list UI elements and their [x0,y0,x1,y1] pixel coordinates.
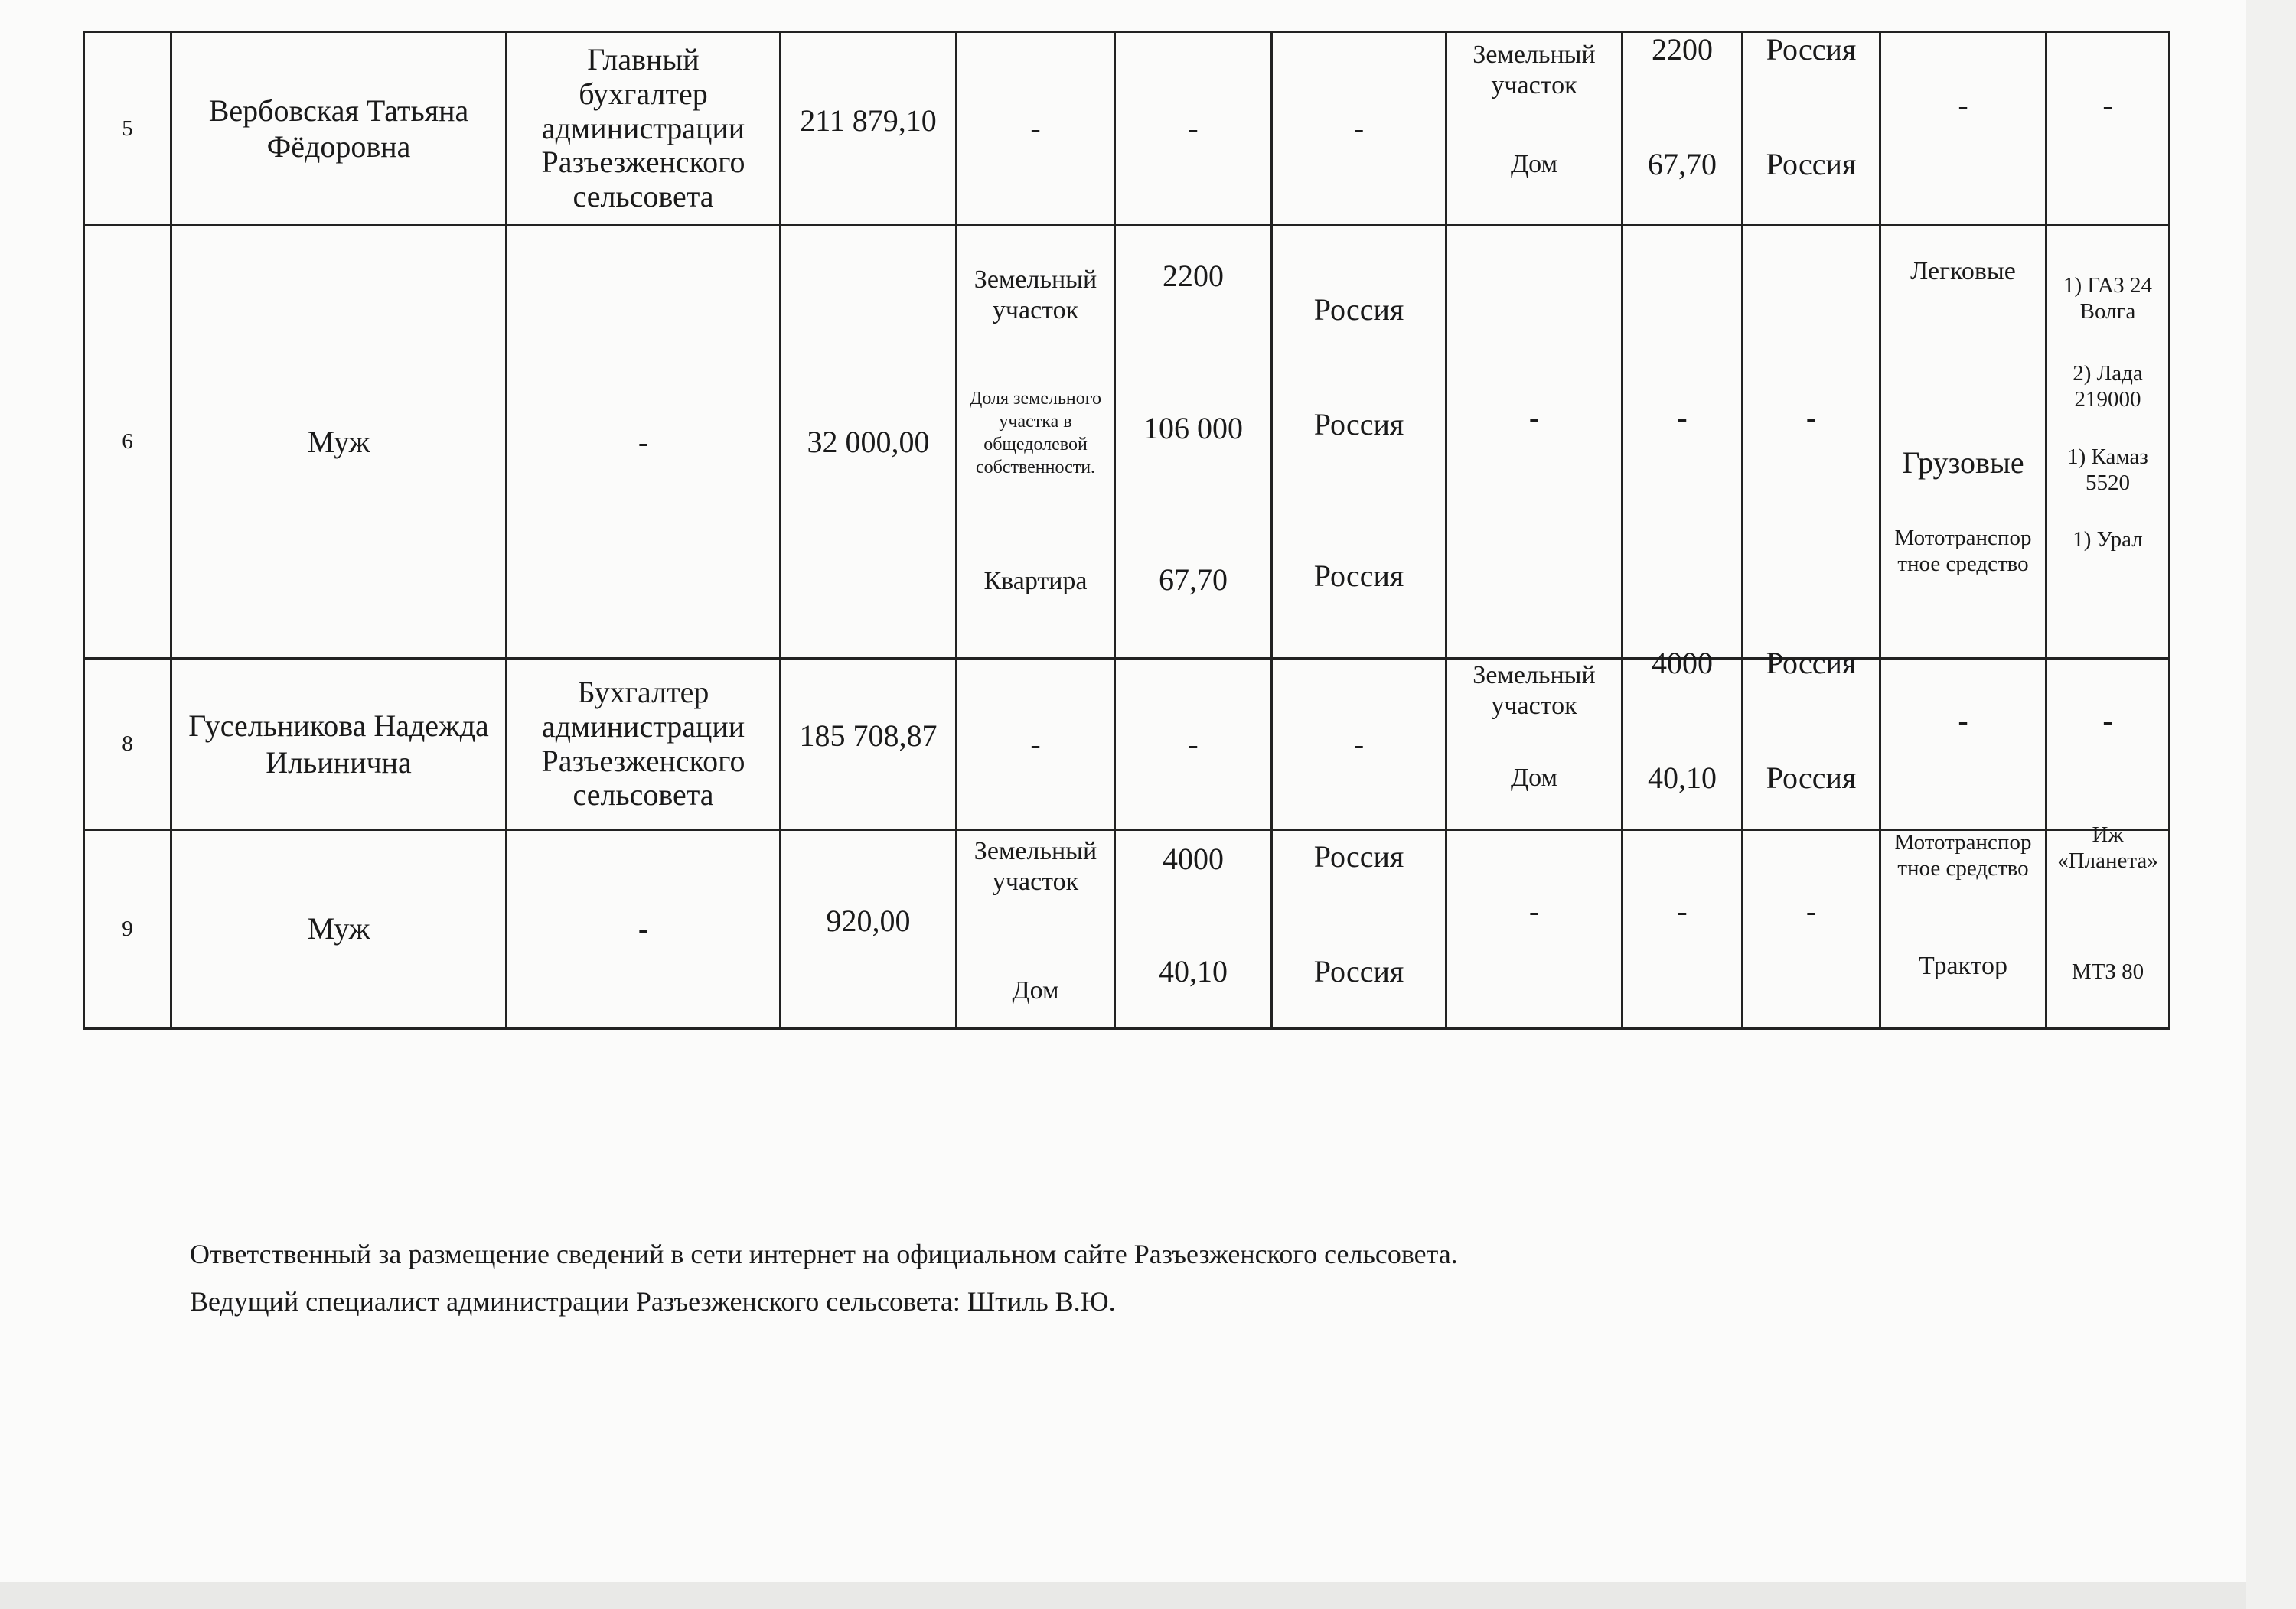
used-area: 4000 [1652,646,1713,681]
vehicle-brand: 1) Урал [2073,526,2143,552]
used-type: Дом [1510,149,1558,178]
vehicle-brand: МТЗ 80 [2071,959,2144,984]
person-name: Вербовская Татьяна Фёдоровна [208,93,469,164]
scan-right-edge [2246,0,2296,1609]
vehicle-kind: - [1958,703,1968,738]
vehicle-brand: - [2102,88,2113,123]
owned-country: Россия [1313,292,1404,327]
footer-responsible-line: Ответственный за размещение сведений в сети интернет на официальном сайте Разъезженского сельсовета. [190,1239,1458,1269]
declared-income: 211 879,10 [800,103,937,138]
person-position: - [638,911,649,946]
person-name: Муж [307,911,370,946]
used-area: 2200 [1652,32,1713,67]
owned-area: 2200 [1163,259,1224,294]
person-position: Главный бухгалтер администрации Разъезженского сельсовета [541,42,745,214]
vehicle-brand: 1) ГАЗ 24 Волга [2063,272,2152,324]
used-type: Дом [1510,763,1558,792]
vehicle-kind: Мототранспор тное средство [1894,829,2032,881]
used-type: Земельный участок [1473,41,1596,100]
owned-country: - [1353,111,1365,146]
vehicle-kind: - [1958,88,1968,123]
owned-country: Россия [1313,839,1404,875]
owned-country: Россия [1313,954,1404,989]
row-number: 8 [122,731,133,757]
owned-type: Квартира [983,566,1088,595]
vehicle-brand: 1) Камаз 5520 [2067,444,2148,495]
owned-type: Дом [1012,975,1059,1005]
vehicle-brand: 2) Лада 219000 [2073,360,2143,412]
owned-area: - [1188,726,1199,761]
owned-type: Земельный участок [974,836,1097,896]
used-country: - [1805,894,1817,929]
owned-area: 67,70 [1159,562,1228,598]
vehicle-kind: Легковые [1910,256,2016,285]
used-type: - [1528,400,1540,435]
owned-country: - [1353,726,1365,761]
owned-type: - [1030,111,1041,146]
vehicle-kind: Грузовые [1902,445,2024,480]
vehicle-kind: Трактор [1918,951,2008,980]
person-name: Гусельникова Надежда Ильинична [188,708,489,780]
footer-specialist-line: Ведущий специалист администрации Разъезженского сельсовета: Штиль В.Ю. [190,1286,1116,1317]
vehicle-brand: Иж «Планета» [2057,822,2158,873]
used-area: 40,10 [1648,761,1717,796]
declared-income: 32 000,00 [807,424,930,459]
used-area: - [1677,400,1688,435]
owned-area: 40,10 [1159,954,1228,989]
row-number: 9 [122,916,133,941]
scan-bottom-edge [0,1582,2296,1609]
owned-country: Россия [1313,559,1404,594]
owned-area: 106 000 [1143,411,1243,446]
declared-income: 185 708,87 [799,718,938,754]
used-country: Россия [1766,761,1857,796]
used-area: - [1677,894,1688,929]
owned-area: - [1188,111,1199,146]
vehicle-kind: Мототранспор тное средство [1894,525,2032,576]
used-country: - [1805,400,1817,435]
owned-type: - [1030,726,1041,761]
owned-area: 4000 [1163,842,1224,877]
used-country: Россия [1766,646,1857,681]
person-position: - [638,424,649,459]
row-number: 6 [122,429,133,454]
used-type: Земельный участок [1473,660,1596,720]
declared-income: 920,00 [826,904,911,939]
owned-country: Россия [1313,407,1404,442]
used-country: Россия [1766,147,1857,182]
row-number: 5 [122,116,133,141]
vehicle-brand: - [2102,703,2113,738]
used-country: Россия [1766,32,1857,67]
used-type: - [1528,894,1540,929]
person-position: Бухгалтер администрации Разъезженского сельсовета [541,674,745,813]
owned-type: Доля земельного участка в общедолевой собственности. [969,389,1102,477]
used-area: 67,70 [1648,147,1717,182]
owned-type: Земельный участок [974,265,1097,324]
person-name: Муж [307,424,370,459]
